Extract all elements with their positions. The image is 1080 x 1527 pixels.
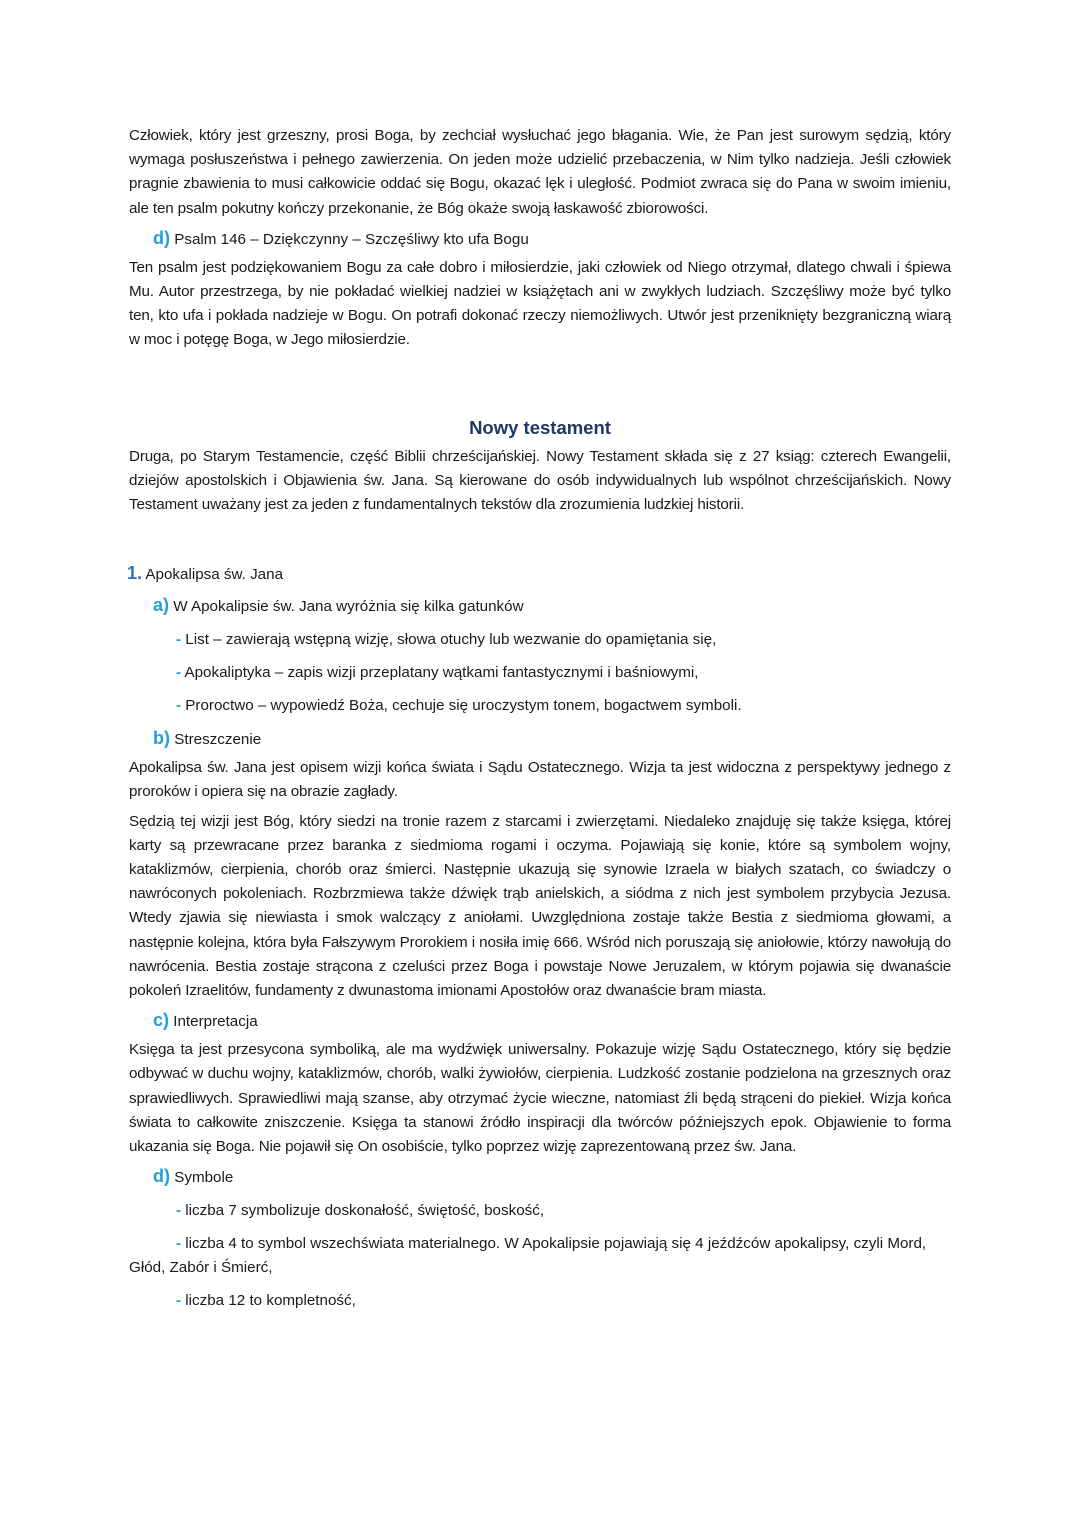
subsection-d-heading [153,1164,951,1190]
summary-paragraph: Apokalipsa św. Jana jest opisem wizji końca świata i Sądu Ostatecznego. Wizja ta jest widoczna z perspektywy jednego z proroków i opiera się na obrazie zagłady. [129,759,951,801]
list-item [129,1289,951,1313]
subsection-b-title: Streszczenie [174,731,262,749]
new-testament-intro: Druga, po Starym Testamencie, część Biblii chrześcijańskiej. Nowy Testament składa się z 27 ksiąg: czterech Ewangelii, dziejów apostolskich i Objawienia św. Jana. Są kierowane do osób indywidualnych lub wspólnot chrześcijańskich. Nowy Testament uważany jest za jeden z fundamentalnych tekstów dla zrozumienia ludzkiej historii. [129,447,951,514]
section1-title: Apokalipsa św. Jana [145,566,284,584]
psalm146-paragraph: Ten psalm jest podziękowaniem Bogu za całe dobro i miłosierdzie, jaki człowiek od Niego otrzymał, dlatego chwali i śpiewa Mu. Autor przestrzega, by nie pokładać wielkiej nadziei w książętach ani w zwykłych ludziach. Szczęśliwy może być tylko ten, kto ufa i pokłada nadzieje w Bogu. On potrafi dokonać rzeczy niemożliwych. Utwór jest przeniknięty bezgraniczną wiarą w moc i potęgę Boga, w Jego miłosierdzie. [129,258,951,349]
list-item [176,694,951,718]
list-marker: 1. [127,563,143,584]
list-marker: a) [153,595,170,616]
subsection-c-heading [153,1008,951,1034]
psalm146-heading [153,226,951,252]
list-item [176,661,951,685]
bullet-dash: - [176,697,182,715]
subsection-c-title: Interpretacja [173,1013,258,1031]
list-item-text: liczba 7 symbolizuje doskonałość, świętość, boskość, [185,1202,545,1220]
subsection-d-title: Symbole [174,1169,234,1187]
interpretation-paragraph: Księga ta jest przesycona symboliką, ale ma wydźwięk uniwersalny. Pokazuje wizję Sądu Ostatecznego, który się będzie odbywać w duchu wojny, kataklizmów, chorób, walki żywiołów, cierpienia. Ludzkość zostanie podzielona na grzesznych oraz sprawiedliwych. Sprawiedliwi mają szanse, aby otrzymać życie wieczne, natomiast źli będą strąceni do piekieł. Wizja końca świata to całkowite zniszczenie. Księga ta stanowi źródło inspiracji dla twórców późniejszych epok. Objawienie to forma ukazania się Boga. Nie pojawił się On osobiście, tylko poprzez wizję zaprezentowaną przez św. Jana. [129,1041,951,1156]
intro-paragraph: Człowiek, który jest grzeszny, prosi Boga, by zechciał wysłuchać jego błagania. Wie, że Pan jest surowym sędzią, który wymaga posłuszeństwa i pełnego zawierzenia. On jeden może udzielić przebaczenia, w Nim tylko nadzieja. Jeśli człowiek pragnie zbawienia to musi całkowicie oddać się Bogu, okazać lęk i uległość. Podmiot zwraca się do Pana w swoim imieniu, ale ten psalm pokutny kończy przekonanie, że Bóg okaże swoją łaskawość zbiorowości. [129,127,951,217]
list-item-text: List – zawierają wstępną wizję, słowa otuchy lub wezwanie do opamiętania się, [185,631,717,649]
list-marker: d) [153,1166,170,1187]
psalm146-title: Psalm 146 – Dziękczynny – Szczęśliwy kto ufa Bogu [174,230,529,248]
document-page [129,124,951,1313]
section1-heading [127,561,951,587]
summary-paragraph: Sędzią tej wizji jest Bóg, który siedzi na tronie razem z starcami i zwierzętami. Niedaleko znajduję się także księga, której karty są przewracane przez baranka z siedmioma rogami i oczyma. Pojawiają się konie, które są symbolem wojny, kataklizmów, cierpienia, chorób oraz śmierci. Następnie ukazują się synowie Izraela w białych szatach, co świadczy o nawróconych pokoleniach. Rozbrzmiewa także dźwięk trąb anielskich, a siódma z nich jest symbolem przybycia Jezusa. Wtedy zjawia się niewiasta i smok walczący z aniołami. Uwzględniona zostaje także Bestia z siedmioma głowami, a następnie kolejna, która była Fałszywym Prorokiem i nosiła imię 666. Wśród nich poruszają się aniołowie, którzy nawołują do nawrócenia. Bestia zostaje strącona z czeluści przez Boga i powstaje Nowe Jeruzalem, w którym pojawia się dwanaście pokoleń Izraelitów, fundamenty z dwunastoma imionami Apostołów oraz dwanaście bram miasta. [129,812,951,1000]
bullet-dash: - [176,664,182,682]
list-item-text: Proroctwo – wypowiedź Boża, cechuje się uroczystym tonem, bogactwem symboli. [185,697,742,715]
subsection-b-heading [153,726,951,752]
list-item [176,628,951,652]
list-item-text: liczba 12 to kompletność, [185,1292,356,1310]
bullet-dash: - [176,631,182,649]
bullet-dash: - [176,1235,182,1253]
list-marker: b) [153,728,170,749]
list-item [129,1199,951,1223]
bullet-dash: - [176,1292,182,1310]
subsection-a-title: W Apokalipsie św. Jana wyróżnia się kilka gatunków [173,598,524,616]
list-marker: c) [153,1010,170,1031]
bullet-dash: - [176,1202,182,1220]
list-item-text: Apokaliptyka – zapis wizji przeplatany wątkami fantastycznymi i baśniowymi, [184,664,699,682]
list-item [129,1232,951,1280]
list-item-text: liczba 4 to symbol wszechświata materialnego. W Apokalipsie pojawiają się 4 jeźdźców apokalipsy, czyli Mord, Głód, Zabór i Śmierć, [129,1235,927,1277]
list-marker: d) [153,227,170,248]
section-title: Nowy testament [469,416,611,438]
subsection-a-heading [153,593,951,619]
